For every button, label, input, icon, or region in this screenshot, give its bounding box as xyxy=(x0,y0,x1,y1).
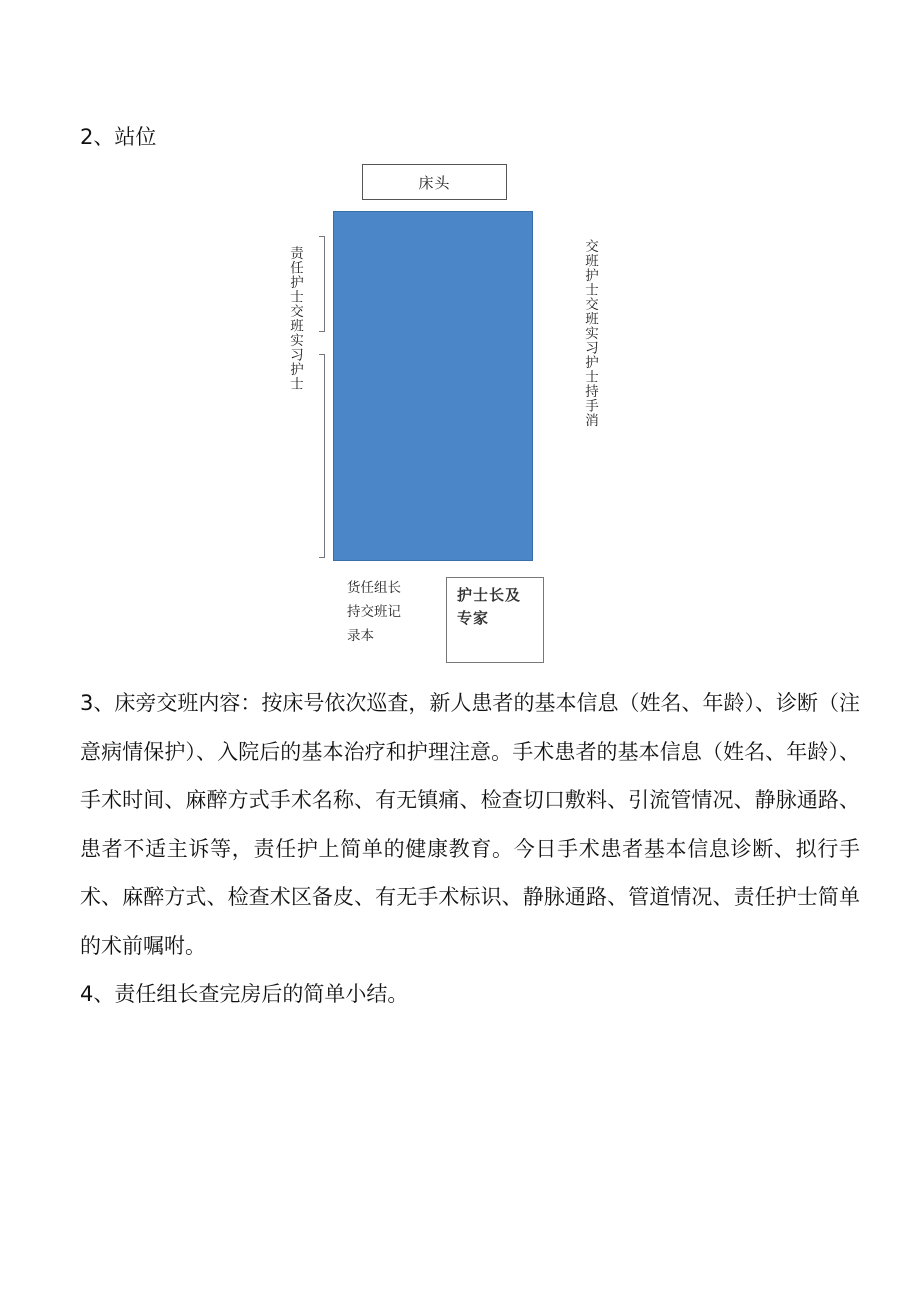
section-heading-standing-positions: 2、站位 xyxy=(80,125,157,149)
left-bracket-upper xyxy=(319,236,325,332)
bed-head-box: 床头 xyxy=(362,164,507,200)
expert-box-line-1: 护士长及 xyxy=(457,586,522,604)
group-leader-label xyxy=(347,576,401,648)
group-leader-line-1: 货任组长 xyxy=(347,580,401,596)
right-nurses-label: 交班护士交班实习护士持手消 xyxy=(582,239,598,428)
bed-rectangle xyxy=(333,211,533,561)
expert-box-line-2: 专家 xyxy=(457,609,490,627)
left-bracket-lower xyxy=(319,354,325,558)
left-nurses-label: 责任护士交班实习护士 xyxy=(287,246,303,391)
body-text xyxy=(80,679,860,1019)
section3-paragraph: 3、床旁交班内容：按床号依次巡査，新人患者的基本信息（姓名、年龄）、诊断（注意病情保护）、入院后的基本治疗和护理注意。手术患者的基本信息（姓名、年龄）、手术时间、麻醉方式手术名称、有无镇痛、检查切口敷料、引流管情况、静脉通路、患者不适主诉等，责任护上简单的健康教育。今日手术患者基本信息诊断、拟行手术、麻醉方式、检查术区备皮、有无手术标识、静脉通路、管道情况、责任护士简单的术前嘱咐。 xyxy=(80,691,860,958)
section4-paragraph: 4、责任组长查完房后的简单小结。 xyxy=(80,982,409,1006)
group-leader-line-3: 录本 xyxy=(347,628,374,644)
group-leader-line-2: 持交班记 xyxy=(347,604,401,620)
head-nurse-expert-box xyxy=(446,577,544,663)
